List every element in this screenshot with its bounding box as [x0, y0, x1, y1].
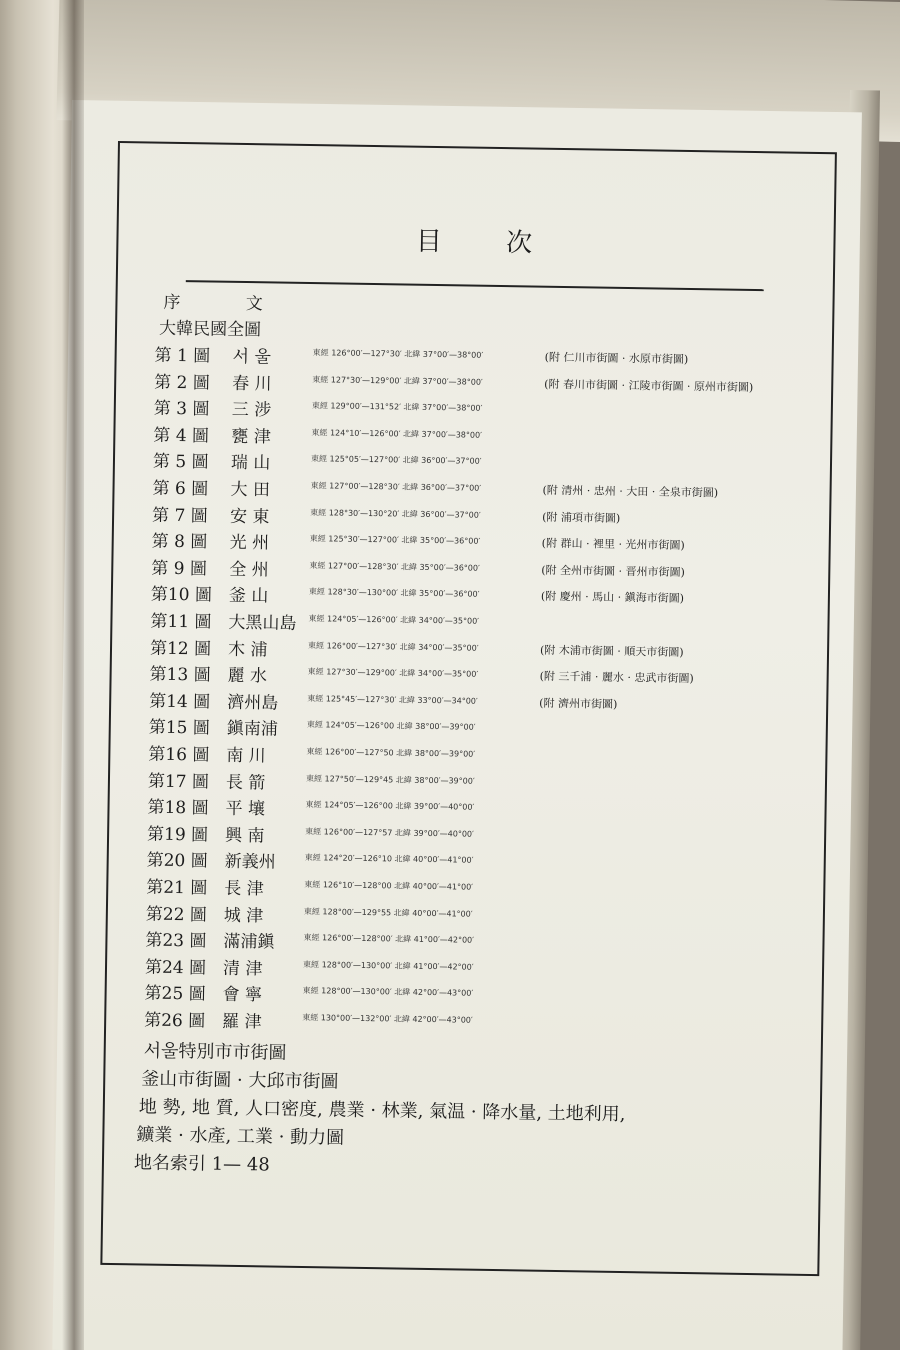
- map-annex: (附 三千浦 · 麗水 · 忠武市街圖): [539, 669, 694, 686]
- map-name: 興 南: [224, 825, 265, 847]
- map-number: 第 2 圖: [154, 372, 210, 394]
- map-number: 第22 圖: [145, 904, 208, 926]
- appendix-line: 釜山市街圖 · 大邱市街圖: [141, 1068, 339, 1093]
- map-name: 滿浦鎭: [223, 931, 275, 953]
- map-annex: (附 浦項市街圖): [542, 510, 621, 525]
- book-gutter: [62, 0, 84, 1350]
- map-name: 會 寧: [222, 985, 263, 1006]
- map-number: 第15 圖: [148, 717, 210, 739]
- map-name: 濟州島: [227, 692, 279, 714]
- national-map-entry: 大韓民國全圖: [158, 318, 262, 341]
- map-number: 第11 圖: [150, 611, 212, 633]
- page-title: 目 次: [415, 226, 561, 259]
- map-name: 甕 津: [231, 426, 271, 448]
- map-name: 平 壤: [225, 798, 266, 820]
- map-coordinates: 東經 126°10′—128°00 北緯 40°00′—41°00′: [304, 880, 474, 892]
- map-coordinates: 東經 126°00′—127°30′ 北緯 37°00′—38°00′: [312, 348, 484, 360]
- map-coordinates: 東經 124°10′—126°00′ 北緯 37°00′—38°00′: [311, 427, 483, 440]
- map-coordinates: 東經 126°00′—127°30′ 北緯 34°00′—35°00′: [308, 640, 479, 653]
- map-coordinates: 東經 125°45′—127°30′ 北緯 33°00′—34°00′: [307, 693, 478, 706]
- map-name: 清 津: [222, 958, 263, 980]
- map-number: 第10 圖: [150, 584, 213, 606]
- map-coordinates: 東經 124°05′—126°00 北緯 39°00′—40°00′: [305, 800, 475, 812]
- map-number: 第18 圖: [147, 797, 209, 819]
- map-coordinates: 東經 127°00′—128°30′ 北緯 36°00′—37°00′: [310, 481, 482, 493]
- map-name: 麗 水: [227, 665, 268, 687]
- map-name: 光 州: [229, 532, 270, 554]
- map-number: 第 6 圖: [152, 478, 209, 500]
- map-number: 第 7 圖: [151, 505, 208, 527]
- map-annex: (附 群山 · 裡里 · 光州市街圖): [541, 536, 685, 553]
- map-number: 第26 圖: [144, 1010, 206, 1032]
- map-coordinates: 東經 129°00′—131°52′ 北緯 37°00′—38°00′: [311, 401, 483, 413]
- map-number: 第19 圖: [146, 824, 209, 846]
- map-coordinates: 東經 124°05′—126°00 北緯 38°00′—39°00′: [306, 720, 476, 733]
- map-coordinates: 東經 127°50′—129°45 北緯 38°00′—39°00′: [305, 773, 475, 786]
- map-name: 서 울: [232, 346, 272, 368]
- map-coordinates: 東經 127°30′—129°00′ 北緯 34°00′—35°00′: [307, 667, 479, 679]
- map-number: 第12 圖: [149, 638, 212, 660]
- map-number: 第17 圖: [147, 771, 210, 793]
- map-number: 第21 圖: [146, 877, 208, 899]
- map-coordinates: 東經 128°00′—130°00′ 北緯 42°00′—43°00′: [302, 986, 474, 999]
- map-number: 第20 圖: [146, 850, 208, 872]
- map-coordinates: 東經 125°05′—127°00′ 北緯 36°00′—37°00′: [310, 454, 482, 467]
- map-annex: (附 濟州市街圖): [539, 696, 618, 711]
- map-coordinates: 東經 127°30′—129°00′ 北緯 37°00′—38°00′: [312, 374, 483, 387]
- map-name: 長 箭: [225, 772, 266, 793]
- map-name: 羅 津: [222, 1011, 262, 1033]
- map-number: 第 9 圖: [151, 558, 208, 580]
- map-annex: (附 仁川市街圖 · 水原市街圖): [544, 350, 689, 366]
- map-name: 長 津: [224, 878, 264, 900]
- map-coordinates: 東經 128°00′—129°55 北緯 40°00′—41°00′: [303, 906, 473, 919]
- map-number: 第 1 圖: [154, 345, 211, 367]
- map-coordinates: 東經 128°30′—130°00′ 北緯 35°00′—36°00′: [308, 587, 480, 600]
- map-coordinates: 東經 126°00′—127°50 北緯 38°00′—39°00′: [306, 747, 476, 759]
- map-annex: (附 全州市街圖 · 晋州市街圖): [541, 563, 685, 579]
- map-name: 安 東: [229, 506, 270, 528]
- map-name: 春 川: [232, 373, 272, 395]
- map-name: 木 浦: [227, 639, 268, 661]
- map-coordinates: 東經 124°20′—126°10 北緯 40°00′—41°00′: [304, 853, 474, 866]
- map-coordinates: 東經 128°00′—130°00′ 北緯 41°00′—42°00′: [303, 959, 474, 972]
- appendix-line: 서울特別市市街圖: [143, 1040, 287, 1064]
- map-name: 鎭南浦: [226, 719, 278, 740]
- preface-entry: 序 文: [163, 292, 294, 315]
- table-of-contents: [100, 141, 833, 1272]
- map-number: 第 8 圖: [151, 531, 208, 553]
- appendix-line: 地名索引 1— 48: [133, 1151, 270, 1176]
- map-coordinates: 東經 127°00′—128°30′ 北緯 35°00′—36°00′: [309, 560, 480, 573]
- map-number: 第 5 圖: [152, 451, 209, 473]
- map-coordinates: 東經 126°00′—128°00′ 北緯 41°00′—42°00′: [303, 933, 475, 945]
- appendix-line: 鑛業 · 水產, 工業 · 動力圖: [136, 1124, 345, 1149]
- map-number: 第 4 圖: [153, 425, 210, 447]
- map-coordinates: 東經 125°30′—127°00′ 北緯 35°00′—36°00′: [309, 534, 481, 546]
- map-annex: (附 清州 · 忠州 · 大田 · 全泉市街圖): [542, 483, 719, 500]
- map-name: 南 川: [226, 745, 266, 767]
- map-coordinates: 東經 130°00′—132°00′ 北緯 42°00′—43°00′: [302, 1013, 473, 1025]
- map-name: 全 州: [229, 559, 269, 581]
- map-name: 釜 山: [228, 586, 269, 607]
- map-coordinates: 東經 128°30′—130°20′ 北緯 36°00′—37°00′: [310, 507, 481, 520]
- map-number: 第13 圖: [149, 664, 211, 686]
- map-name: 三 涉: [231, 400, 272, 421]
- map-annex: (附 春川市街圖 · 江陵市街圖 · 原州市街圖): [544, 377, 754, 394]
- map-name: 城 津: [223, 905, 264, 926]
- map-name: 大黑山島: [228, 612, 297, 634]
- appendix-line: 地 勢, 地 質, 人口密度, 農業 · 林業, 氣温 · 降水量, 土地利用,: [138, 1096, 626, 1125]
- map-number: 第24 圖: [144, 957, 207, 979]
- map-annex: (附 慶州 · 馬山 · 鎭海市街圖): [540, 590, 685, 606]
- map-number: 第16 圖: [148, 744, 210, 766]
- map-number: 第 3 圖: [153, 398, 210, 420]
- map-number: 第25 圖: [144, 983, 206, 1005]
- map-name: 瑞 山: [230, 453, 271, 474]
- map-coordinates: 東經 126°00′—127°57 北緯 39°00′—40°00′: [305, 826, 474, 839]
- map-annex: (附 木浦市街圖 · 順天市街圖): [539, 643, 684, 659]
- map-number: 第14 圖: [149, 691, 211, 713]
- map-name: 新義州: [224, 852, 276, 873]
- map-name: 大 田: [230, 479, 271, 501]
- map-number: 第23 圖: [145, 930, 207, 952]
- map-coordinates: 東經 124°05′—126°00′ 北緯 34°00′—35°00′: [308, 614, 480, 626]
